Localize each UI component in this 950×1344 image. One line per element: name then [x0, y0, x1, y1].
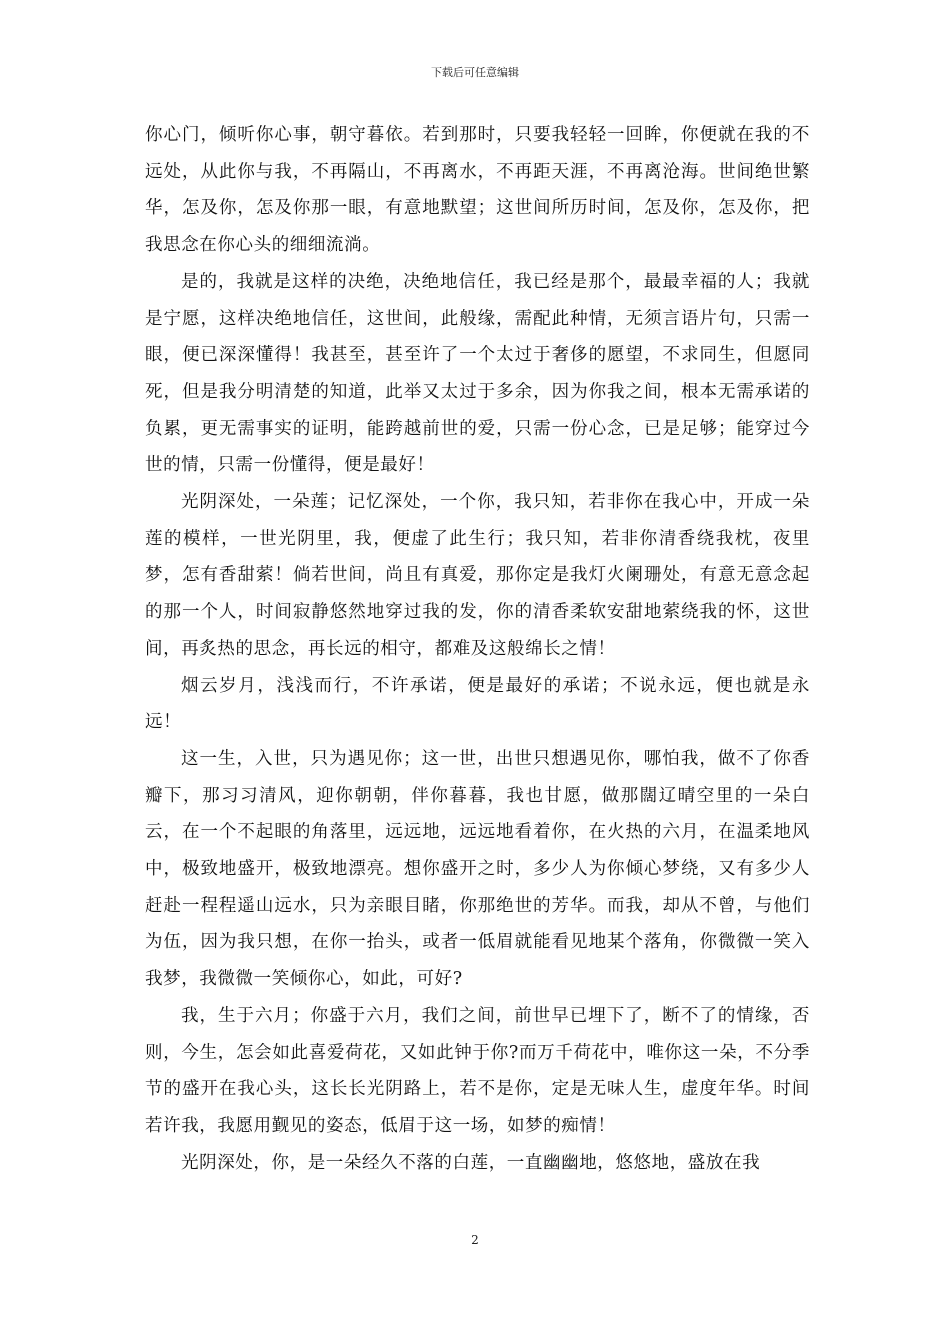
paragraph: 我，生于六月；你盛于六月，我们之间，前世早已埋下了，断不了的情缘，否则，今生，怎会如此喜爱荷花，又如此钟于你?而万千荷花中，唯你这一朵，不分季节的盛开在我心头，这长长光阴路上，若不是你，定是无味人生，虚度年华。时间若许我，我愿用觐见的姿态，低眉于这一场，如梦的痴情！: [145, 1005, 810, 1136]
paragraph: 烟云岁月，浅浅而行，不许承诺，便是最好的承诺；不说永远，便也就是永远！: [145, 675, 810, 733]
paragraph: 光阴深处，一朵莲；记忆深处，一个你，我只知，若非你在我心中，开成一朵莲的模样，一世光阴里，我，便虚了此生行；我只知，若非你清香绕我枕，夜里梦，怎有香甜萦！倘若世间，尚且有真爱，那你定是我灯火阑珊处，有意无意念起的那一个人，时间寂静悠然地穿过我的发，你的清香柔软安甜地萦绕我的怀，这世间，再炙热的思念，再长远的相守，都难及这般绵长之情！: [145, 492, 810, 659]
document-body: [145, 117, 810, 1181]
paragraph: 你心门，倾听你心事，朝守暮依。若到那时，只要我轻轻一回眸，你便就在我的不远处，从此你与我，不再隔山，不再离水，不再距天涯，不再离沧海。世间绝世繁华，怎及你，怎及你那一眼，有意地默望；这世间所历时间，怎及你，怎及你，把我思念在你心头的细细流淌。: [145, 125, 810, 256]
paragraph: 光阴深处，你，是一朵经久不落的白莲，一直幽幽地，悠悠地，盛放在我: [181, 1152, 761, 1173]
page-header: 下载后可任意编辑: [431, 66, 519, 79]
paragraph: 这一生，入世，只为遇见你；这一世，出世只想遇见你，哪怕我，做不了你香瓣下，那习习清风，迎你朝朝，伴你暮暮，我也甘愿，做那闊辽晴空里的一朵白云，在一个不起眼的角落里，远远地，远远地看着你，在火热的六月，在温柔地风中，极致地盛开，极致地漂亮。想你盛开之时，多少人为你倾心梦绕，又有多少人赶赴一程程遥山远水，只为亲眼目睹，你那绝世的芳华。而我，却从不曾，与他们为伍，因为我只想，在你一抬头，或者一低眉就能看见地某个落角，你微微一笑入我梦，我微微一笑倾你心，如此，可好?: [145, 748, 810, 990]
page-number: 2: [471, 1233, 479, 1247]
paragraph: 是的，我就是这样的决绝，决绝地信任，我已经是那个，最最幸福的人；我就是宁愿，这样决绝地信任，这世间，此般缘，需配此种情，无须言语片句，只需一眼，便已深深懂得！我甚至，甚至许了一个太过于奢侈的愿望，不求同生，但愿同死，但是我分明清楚的知道，此举又太过于多余，因为你我之间，根本无需承诺的负累，更无需事实的证明，能跨越前世的爱，只需一份心念，已是足够；能穿过今世的情，只需一份懂得，便是最好！: [145, 271, 810, 476]
